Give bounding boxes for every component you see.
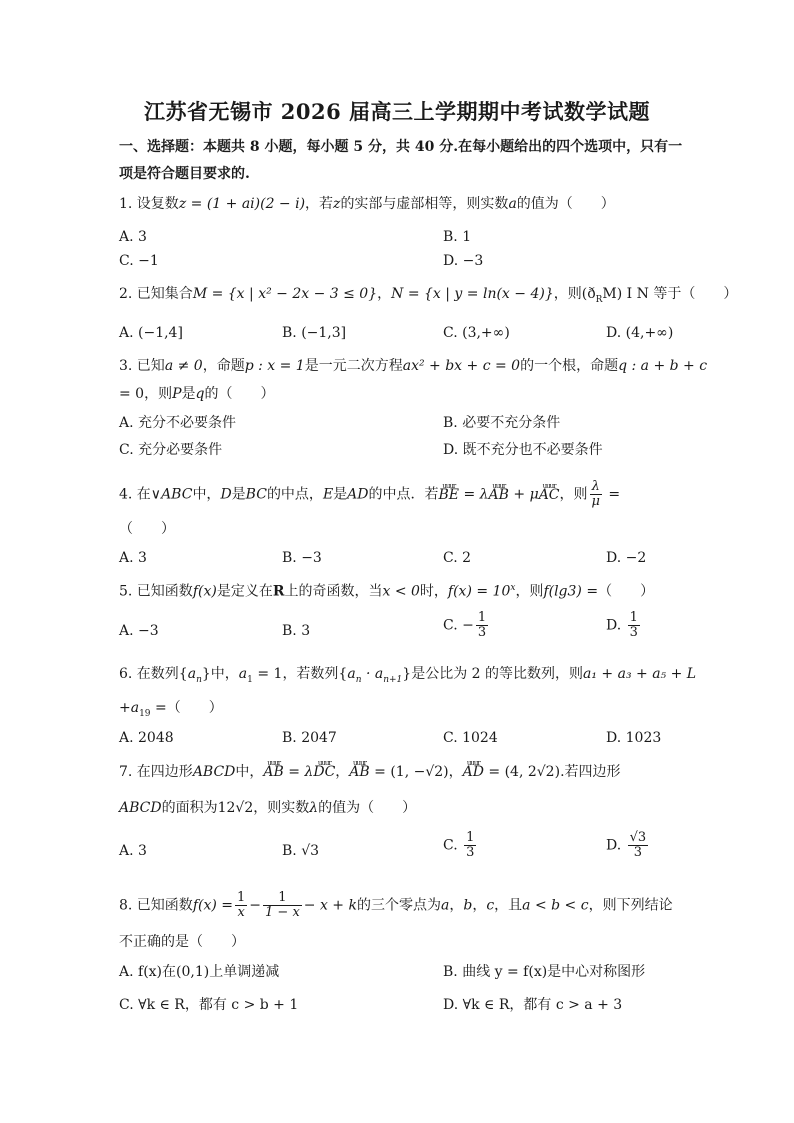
question-5: 5. 已知函数f(x)是定义在R上的奇函数，当x < 0时，$f(x) = 10^x$，则f(lg3) =（ ） — [119, 583, 655, 600]
section-header-line2: 项是符合题目要求的. — [119, 166, 250, 182]
q7-option-c: C. $\frac{1}{3}$ — [443, 830, 475, 860]
question-7-line2: ABCD的面积为12√2，则实数λ的值为（ ） — [119, 800, 417, 816]
q5-option-a: A. −3 — [119, 623, 159, 639]
question-7-line1: 7. 在四边形ABCD中，uuur AB = λuuur DC，uuur AB = (1, −√2)，uuur AD = (4, 2√2).若四边形 — [119, 762, 621, 782]
q2-option-b: B. (−1,3] — [282, 325, 347, 341]
question-1: 1. 设复数z = (1 + ai)(2 − i)，若z的实部与虚部相等，则实数a的值为（ ） — [119, 196, 615, 212]
q4-option-b: B. −3 — [282, 550, 322, 566]
q5-option-d: D. $\frac{1}{3}$ — [606, 610, 638, 640]
q5-option-b: B. 3 — [282, 623, 311, 639]
q6-option-a: A. 2048 — [119, 730, 174, 746]
question-6-line1: 6. 在数列$\{a_n\}$中，$a_1 = 1$，若数列$\{a_n \cdot a_{n+1}\}$是公比为 2 的等比数列，则a₁ + a₃ + a₅ + L — [119, 666, 697, 685]
q1-option-c: C. −1 — [119, 253, 159, 269]
question-8-line2: 不正确的是（ ） — [119, 934, 245, 950]
question-6-line2: $+a_{19}$ =（ ） — [119, 700, 223, 719]
q8-option-a: A. f(x)在(0,1)上单调递减 — [119, 964, 280, 980]
q1-option-d: D. −3 — [443, 253, 484, 269]
section-header-line1: 一、选择题：本题共 8 小题，每小题 5 分，共 40 分.在每小题给出的四个选项中，只有一 — [119, 139, 683, 155]
q4-option-d: D. −2 — [606, 550, 647, 566]
q8-option-c: C. ∀k ∈ R，都有 c > b + 1 — [119, 997, 299, 1013]
q6-option-d: D. 1023 — [606, 730, 662, 746]
question-4-line1: 4. 在∨ABC中，D是BC的中点，E是AD的中点．若uuur BE = λuuur AB + μuuur AC，则 $\frac{\lambda}{\mu}$ = — [119, 480, 620, 509]
q3-option-a: A. 充分不必要条件 — [119, 415, 237, 431]
q7-option-d: D. $\frac{√3}{3}$ — [606, 830, 647, 860]
q4-option-c: C. 2 — [443, 550, 472, 566]
q5-option-c: C. − $\frac{1}{3}$ — [443, 610, 487, 640]
q1-option-a: A. 3 — [119, 229, 147, 245]
question-3-line2: = 0，则P是q的（ ） — [119, 386, 275, 402]
question-8-line1: 8. 已知函数f(x) = $\frac{1}{x}$ − $\frac{1}{1 - x}$ − x + k的三个零点为a，b，c，且a < b < c，则下列结论 — [119, 890, 673, 920]
page-title: 江苏省无锡市 2026 届高三上学期期中考试数学试题 — [143, 99, 651, 124]
q3-option-b: B. 必要不充分条件 — [443, 415, 561, 431]
q4-option-a: A. 3 — [119, 550, 147, 566]
q6-option-b: B. 2047 — [282, 730, 337, 746]
q2-option-c: C. (3,+∞) — [443, 325, 510, 341]
question-4-line2: （ ） — [119, 521, 175, 537]
q3-option-c: C. 充分必要条件 — [119, 442, 223, 458]
q1-option-b: B. 1 — [443, 229, 472, 245]
q8-option-b: B. 曲线 y = f(x)是中心对称图形 — [443, 964, 646, 980]
q7-option-b: B. √3 — [282, 843, 320, 859]
question-2: 2. 已知集合M = {x | x² − 2x − 3 ≤ 0}，N = {x | y = ln(x − 4)}，则$(ð_RM)$ I N 等于（ ） — [119, 286, 738, 305]
q8-option-d: D. ∀k ∈ R，都有 c > a + 3 — [443, 997, 623, 1013]
q7-option-a: A. 3 — [119, 843, 147, 859]
q3-option-d: D. 既不充分也不必要条件 — [443, 442, 603, 458]
q6-option-c: C. 1024 — [443, 730, 498, 746]
q2-option-a: A. (−1,4] — [119, 325, 183, 341]
q2-option-d: D. (4,+∞) — [606, 325, 674, 341]
lambda-over-mu: $\frac{\lambda}{\mu}$ — [591, 479, 600, 509]
question-3-line1: 3. 已知a ≠ 0，命题p : x = 1是一元二次方程ax² + bx + c = 0的一个根，命题q : a + b + c — [119, 358, 708, 374]
